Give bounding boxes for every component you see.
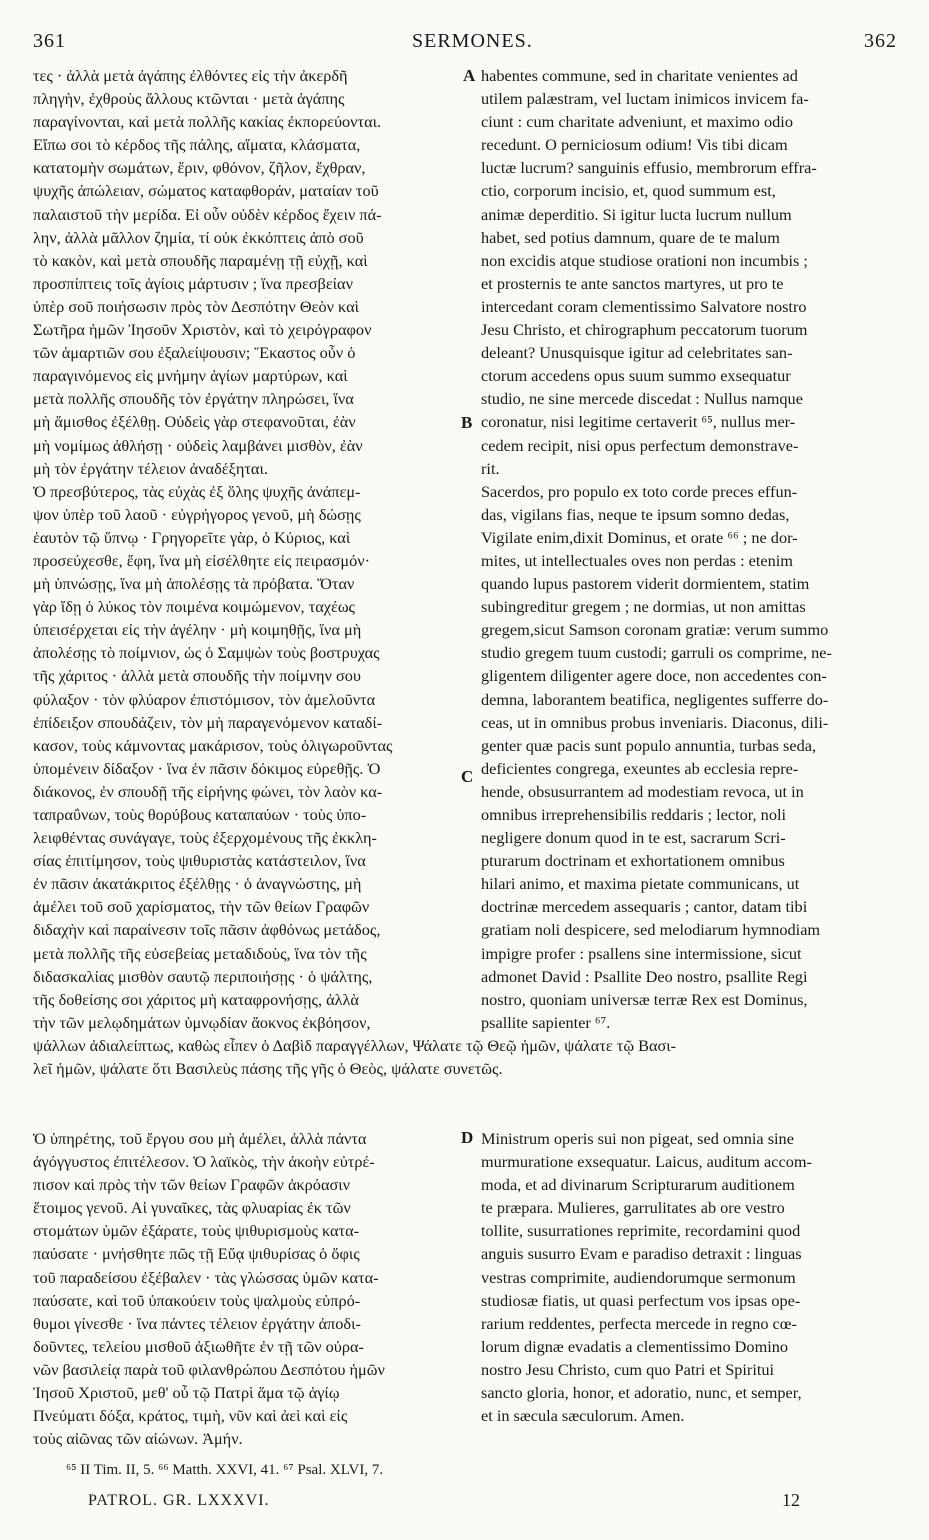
text-line: et in sæcula sæculorum. Amen. (481, 1406, 685, 1426)
text-line: psallite sapienter ⁶⁷. (481, 1012, 611, 1032)
text-line: studiosæ fiatis, ut quasi perfectum vos ipsas ope- (481, 1290, 801, 1310)
text-line: κατατομὴν σωμάτων, ἔριν, φθόνον, ζῆλον, ἔχθραν, (33, 158, 366, 178)
text-line: παραγινόμενος εἰς μνήμην ἁγίων μαρτύρων, καὶ (33, 366, 348, 386)
text-line: studio, ne sine mercede discedat : Nullus namque (481, 389, 803, 409)
text-line: hende, obsusurrantem ad modestiam revoca, ut in (481, 781, 804, 801)
text-line: Ἰησοῦ Χριστοῦ, μεθ' οὗ τῷ Πατρὶ ἅμα τῷ ἁγίῳ (33, 1383, 340, 1403)
text-line: hilari animo, et maxima pietate communicans, ut (481, 874, 800, 894)
text-line: τοὺς αἰῶνας τῶν αἰώνων. Ἀμήν. (33, 1429, 243, 1449)
text-line: κασον, τοὺς κάμνοντας μακάρισον, τοὺς ὀλιγωροῦντας (33, 735, 393, 755)
text-line: τῆς δοθείσης σοι χάριτος μὴ καταφρονήσῃς, ἀλλὰ (33, 989, 359, 1009)
text-line: τῆς χάριτος · ἀλλὰ μετὰ σπουδῆς τὴν ποίμνην σου (33, 666, 361, 686)
text-line: deleant? Unusquisque igitur ad celebritates san- (481, 343, 793, 363)
text-line: ctorum accedens opus suum summo exsequatur (481, 366, 791, 386)
footnotes: ⁶⁵ II Tim. II, 5. ⁶⁶ Matth. XXVI, 41. ⁶⁷ Psal. XLVI, 7. (66, 1462, 384, 1478)
text-line: lorum dignæ evadatis a clementissimo Domino (481, 1336, 789, 1356)
text-line: νῶν βασιλείᾳ παρὰ τοῦ φιλανθρώπου Δεσπότου ἡμῶν (33, 1359, 385, 1379)
text-line: te præpara. Mulieres, garrulitates ab ore vestro (481, 1198, 785, 1218)
text-line: animæ deperditio. Si igitur lucta lucrum nullum (481, 204, 792, 224)
text-line: παραγίνονται, καὶ μετὰ πολλῆς κακίας ἐκπορεύονται. (33, 112, 382, 132)
text-line: ciunt : cum charitate adveniunt, et maximo odio (481, 112, 793, 132)
text-line: λεῖ ἡμῶν, ψάλατε ὅτι Βασιλεὺς πάσης τῆς γῆς ὁ Θεὸς, ψάλατε συνετῶς. (33, 1059, 503, 1079)
text-line: negligere donum quod in te est, sacrarum Scri- (481, 828, 786, 848)
text-line: Πνεύματι δόξα, κράτος, τιμὴ, νῦν καὶ ἀεὶ καὶ εἰς (33, 1406, 348, 1426)
text-line: non excidis atque studiose orationi non incumbis ; (481, 250, 808, 270)
greek-column-bottom (33, 1127, 457, 1450)
text-line: demna, laborantem beatifica, negligentes sufferre do- (481, 689, 829, 709)
text-line: deficientes congrega, exeuntes ab ecclesia repre- (481, 758, 799, 778)
latin-column-top (481, 64, 897, 1034)
running-title: SERMONES. (412, 30, 533, 52)
text-line: μὴ τὸν ἐργάτην τέλειον ἀναδέξηται. (33, 458, 268, 478)
text-line: nostro Jesu Christo, cum quo Patri et Spiritui (481, 1359, 775, 1379)
greek-column-top (33, 64, 457, 1034)
page-number-left: 361 (33, 30, 66, 52)
text-line: ὑπεισέρχεται εἰς τὴν ἀγέλην · μὴ κοιμηθῇς, ἵνα μὴ (33, 620, 362, 640)
text-line: ἀπολέσῃς τὸ ποίμνιον, ὡς ὁ Σαμψὼν τοὺς βοστρυχας (33, 643, 380, 663)
text-line: ταπραΰνων, τοὺς θορύβους καταπαύων · τοὺς ὑπο- (33, 805, 367, 824)
text-line: τες · ἀλλὰ μετὰ ἀγάπης ἐλθόντες εἰς τὴν ἀκερδῆ (33, 66, 348, 85)
text-line: ceas, ut in omnibus probus inveniaris. Diaconus, dili- (481, 712, 829, 732)
text-line: ἑαυτὸν τῷ ὕπνῳ · Γρηγορεῖτε γὰρ, ὁ Κύριος, καὶ (33, 527, 351, 547)
text-line: Vigilate enim,dixit Dominus, et orate ⁶⁶ ; ne dor- (481, 527, 798, 547)
text-line: tollite, susurrationes reprimite, recordamini quod (481, 1221, 801, 1241)
text-line: genter quæ pacis sunt populo annuntia, turbas seda, (481, 735, 817, 755)
text-line: διδασκαλίας μισθὸν σαυτῷ περιποιήσῃς · ὁ ψάλτης, (33, 966, 373, 986)
text-line: λην, ἀλλὰ μᾶλλον ζημία, τί οὐκ ἐκκόπτεις ἀπὸ σοῦ (33, 227, 364, 247)
text-line: mites, ut intellectuales oves non perdas : etenim (481, 550, 793, 570)
text-line: sancto gloria, honor, et adoratio, nunc, et semper, (481, 1383, 802, 1403)
section-marker-a: A (463, 66, 476, 85)
text-line: anguis susurro Evam e paradiso detraxit : linguas (481, 1244, 802, 1264)
text-line: ψυχῆς ἀπώλειαν, σώματος καταφθοράν, ματαίαν τοῦ (33, 181, 379, 201)
text-line: παλαιστοῦ τὴν μερίδα. Εἰ οὖν οὐδὲν κέρδος ἔχειν πά- (33, 204, 382, 224)
text-line: ὑπομένειν δίδαξον · ἵνα ἐν πᾶσιν δόκιμος εὑρεθῇς. Ὁ (33, 758, 381, 778)
text-line: προσεύχεσθε, ἔφη, ἵνα μὴ εἰσέλθητε εἰς πειρασμόν· (33, 550, 371, 570)
text-line: impigre profer : psallens sine intermissione, sicut (481, 943, 802, 963)
text-line: recedunt. O perniciosum odium! Vis tibi dicam (481, 135, 788, 155)
text-line: habet, sed potius damnum, quare de te malum (481, 227, 780, 247)
text-line: στομάτων ὑμῶν ἐξάρατε, τοὺς ψιθυρισμοὺς κατα- (33, 1221, 360, 1241)
text-line: cedem recipit, nisi opus perfectum demonstrave- (481, 435, 799, 455)
text-line: ἐπίδειξον σπουδάζειν, τὸν μὴ παραγενόμενον καταδί- (33, 712, 383, 732)
text-line: διάκονος, ἐν σπουδῇ τῆς εἰρήνης φώνει, τὸν λαὸν κα- (33, 781, 383, 801)
text-line: λειφθέντας συνάγαγε, τοὺς ἐξερχομένους τῆς ἐκκλη- (33, 828, 377, 848)
text-line: ἕτοιμος γενοῦ. Αἱ γυναῖκες, τὰς φλυαρίας ἐκ τῶν (33, 1198, 351, 1218)
text-line: ctio, corporum incisio, et, quod summum est, (481, 181, 776, 201)
text-line: luctæ lucrum? sanguinis effusio, membrorum effra- (481, 158, 817, 178)
text-line: moda, et ad divinarum Scripturarum auditionem (481, 1175, 795, 1195)
text-line: nostro, quoniam universæ terræ Rex est Dominus, (481, 989, 808, 1009)
text-line: τῶν ἁμαρτιῶν σου ἐξαλείψουσιν; Ἕκαστος οὖν ὁ (33, 343, 356, 363)
text-line: pturarum doctrinam et exhortationem omnibus (481, 851, 785, 871)
text-line: vestras comprimite, audiendorumque sermonum (481, 1267, 796, 1287)
text-line: ἀγόγγυστος ἐπιτέλεσον. Ὁ λαϊκὸς, τὴν ἀκοὴν εὐτρέ- (33, 1152, 375, 1172)
text-line: subingreditur gregem ; ne dormias, ut non amittas (481, 597, 806, 617)
text-line: παύσατε, καὶ τοῦ ὑπακούειν τοὺς ψαλμοὺς εὐπρό- (33, 1290, 361, 1310)
text-line: omnibus irreprehensibilis reddaris ; lector, noli (481, 805, 787, 824)
text-line: gratiam noli despicere, sed melodiarum hymnodiam (481, 920, 821, 940)
text-line: habentes commune, sed in charitate venientes ad (481, 66, 798, 85)
text-line: quando lupus pastorem viderit dormientem, statim (481, 574, 810, 594)
text-line: rarium reddentes, perfecta mercede in regno cœ- (481, 1313, 797, 1333)
page-number-right: 362 (864, 30, 897, 52)
text-line: rit. (481, 458, 500, 478)
text-line: δοῦντες, τελείου μισθοῦ ἀξιωθῆτε ἐν τῇ τῶν οὐρα- (33, 1336, 364, 1356)
text-line: ὑπὲρ σοῦ ποιήσωσιν πρὸς τὸν Δεσπότην Θεὸν καὶ (33, 296, 359, 316)
text-line: Σωτῆρα ἡμῶν Ἰησοῦν Χριστὸν, καὶ τὸ χειρόγραφον (33, 320, 372, 340)
latin-column-bottom (481, 1127, 897, 1427)
section-marker-b: B (461, 413, 473, 432)
text-line: φύλαξον · τὸν φλύαρον ἐπιστόμισον, τὸν ἀμελοῦντα (33, 689, 376, 709)
text-line: πισον καὶ πρὸς τὴν τῶν θείων Γραφῶν ἀκρόασιν (33, 1175, 350, 1195)
text-line: ἐν πᾶσιν ἀκατάκριτος ἐξέλθῃς · ὁ ἀναγνώστης, μὴ (33, 874, 362, 894)
section-marker-d: D (461, 1128, 474, 1147)
text-line: μὴ νομίμως ἀθλήσῃ · οὐδεὶς λαμβάνει μισθὸν, ἐὰν (33, 435, 363, 455)
full-width-text (33, 1034, 897, 1080)
text-line: admonet David : Psallite Deo nostro, psallite Regi (481, 966, 808, 986)
text-line: intercedant coram clementissimo Salvatore nostro (481, 296, 807, 316)
text-line: murmuratione exsequatur. Laicus, auditum accom- (481, 1152, 812, 1172)
text-line: μὴ ὑπνώσῃς, ἵνα μὴ ἀπολέσῃς τὰ πρόβατα. Ὅταν (33, 574, 355, 594)
text-line: gligentem diligenter agere doce, non accedentes con- (481, 666, 827, 686)
text-line: Jesu Christo, et chirographum peccatorum tuorum (481, 320, 808, 340)
text-line: μὴ ἄμισθος ἐξέλθῃ. Οὐδεὶς γὰρ στεφανοῦται, ἐὰν (33, 412, 356, 432)
text-line: et prosternis te ante sanctos martyres, ut pro te (481, 273, 784, 293)
text-line: προσπίπτεις τοῖς ἁγίοις μάρτυσιν ; ἵνα πρεσβείαν (33, 273, 353, 293)
text-line: studio gregem tuum custodi; garruli os comprime, ne- (481, 643, 832, 663)
text-line: μετὰ πολλῆς σπουδῆς τὸν ἐργάτην πληρώσει, ἵνα (33, 389, 354, 409)
section-marker-c: C (461, 767, 474, 786)
text-line: σίας ἐπιτίμησον, τοὺς ψιθυριστὰς κατάστειλον, ἵνα (33, 851, 366, 871)
text-line: Ministrum operis sui non pigeat, sed omnia sine (481, 1129, 794, 1148)
text-line: ἀμέλει τοῦ σοῦ χαρίσματος, τὴν τῶν θείων Γραφῶν (33, 897, 370, 917)
text-line: Ὁ πρεσβύτερος, τὰς εὐχὰς ἐξ ὅλης ψυχῆς ἀνάπεμ- (33, 481, 361, 501)
text-line: τοῦ παραδείσου ἐξέβαλεν · τὰς γλώσσας ὑμῶν κατα- (33, 1267, 379, 1287)
text-line: ψάλλων ἀδιαλείπτως, καθὼς εἶπεν ὁ Δαβὶδ παραγγέλλων, Ψάλατε τῷ Θεῷ ἡμῶν, ψάλατε τῷ Βασι- (33, 1036, 677, 1055)
text-line: utilem palæstram, vel luctam inimicos invicem fa- (481, 89, 809, 109)
signature-mark: PATROL. GR. LXXXVI. (88, 1492, 270, 1509)
text-line: Sacerdos, pro populo ex toto corde preces effun- (481, 481, 798, 501)
text-line: Ὁ ὑπηρέτης, τοῦ ἔργου σου μὴ ἀμέλει, ἀλλὰ πάντα (33, 1129, 367, 1148)
text-line: das, vigilans fias, neque te ipsum somno dedas, (481, 504, 790, 524)
text-line: μετὰ πολλῆς τῆς εὐσεβείας μεταδιδοὺς, ἵνα τὸν τῆς (33, 943, 367, 963)
text-line: τὸ κακὸν, καὶ μετὰ σπουδῆς παραμένῃ τῇ εὐχῇ, καὶ (33, 250, 368, 270)
text-line: διδαχὴν καὶ παραίνεσιν τοῖς πᾶσιν ἀφθόνως μετάδος, (33, 920, 381, 940)
signature-number: 12 (782, 1490, 800, 1510)
text-line: ψον ὑπὲρ τοῦ λαοῦ · εὐγρήγορος γενοῦ, μὴ δώσῃς (33, 504, 361, 524)
text-line: θυμοι γίνεσθε · ἵνα πάντες τέλειον ἐργάτην ἀποδι- (33, 1313, 361, 1333)
text-line: gregem,sicut Samson coronam gratiæ: verum summo (481, 620, 829, 640)
text-line: Εἴπω σοι τὸ κέρδος τῆς πάλης, αἵματα, κλάσματα, (33, 135, 361, 155)
text-line: γὰρ ἴδῃ ὁ λύκος τὸν ποιμένα κοιμώμενον, ταχέως (33, 597, 355, 617)
text-line: πληγὴν, ἐχθροὺς ἄλλους κτῶνται · μετὰ ἀγάπης (33, 89, 345, 109)
text-line: τὴν τῶν μελῳδημάτων ὑμνῳδίαν ἄοκνος ἐκβόησον, (33, 1012, 371, 1032)
text-line: doctrinæ mercedem assequaris ; cantor, datam tibi (481, 897, 808, 917)
text-line: παύσατε · μνήσθητε πῶς τῇ Εὔᾳ ψιθυρίσας ὁ ὄφις (33, 1244, 360, 1264)
text-line: coronatur, nisi legitime certaverit ⁶⁵, nullus mer- (481, 412, 796, 432)
